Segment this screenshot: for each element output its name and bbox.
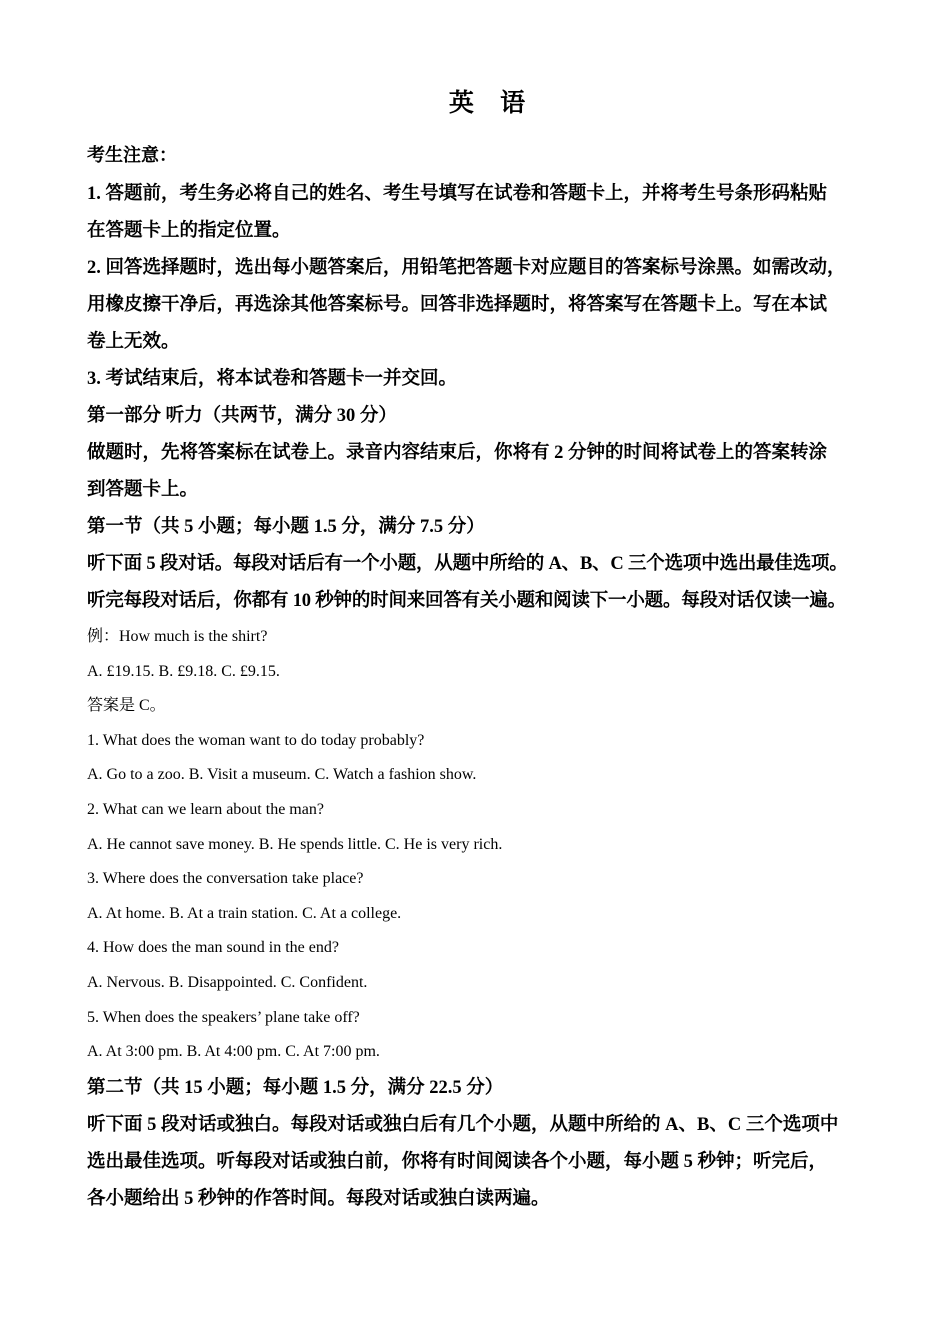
section2-heading: 第二节（共 15 小题；每小题 1.5 分，满分 22.5 分） [87,1077,504,1098]
question-5-options: A. At 3:00 pm. B. At 4:00 pm. C. At 7:00 pm. [87,1043,380,1061]
section2-instruction-line: 选出最佳选项。听每段对话或独白前，你将有时间阅读各个小题，每小题 5 秒钟；听完后， [87,1151,828,1172]
question-5: 5. When does the speakers’ plane take off? [87,1008,360,1026]
notice-item-1 [87,176,887,250]
section1-heading: 第一节（共 5 小题；每小题 1.5 分，满分 7.5 分） [87,517,485,537]
section1-instruction-line: 听完每段对话后，你都有 10 秒钟的时间来回答有关小题和阅读下一小题。每段对话仅读一遍。 [87,591,846,611]
notice-line: 1. 答题前，考生务必将自己的姓名、考生号填写在试卷和答题卡上，并将考生号条形码粘贴 [87,184,828,204]
question-3-options: A. At home. B. At a train station. C. At a college. [87,904,402,922]
question-4: 4. How does the man sound in the end? [87,939,339,957]
question-1-options: A. Go to a zoo. B. Visit a museum. C. Watch a fashion show. [87,766,477,784]
question-4-options: A. Nervous. B. Disappointed. C. Confident. [87,973,368,991]
example-answer: 答案是 C。 [87,697,166,715]
part1-instruction-line: 到答题卡上。 [87,480,199,500]
part1-heading: 第一部分 听力（共两节，满分 30 分） [87,406,397,426]
question-2-options: A. He cannot save money. B. He spends little. C. He is very rich. [87,835,503,853]
example-options: A. £19.15. B. £9.18. C. £9.15. [87,662,280,680]
exam-page [87,84,887,1218]
page-title: 英 语 [448,90,536,117]
notice-item-2 [87,250,887,361]
notice-line: 卷上无效。 [87,332,180,352]
part1-instruction-line: 做题时，先将答案标在试卷上。录音内容结束后，你将有 2 分钟的时间将试卷上的答案转涂 [87,443,828,463]
section2-instruction-line: 各小题给出 5 秒钟的作答时间。每段对话或独白读两遍。 [87,1188,550,1209]
notice-line: 用橡皮擦干净后，再选涂其他答案标号。回答非选择题时，将答案写在答题卡上。写在本试 [87,295,828,315]
example-question: 例：How much is the shirt? [87,628,268,645]
question-3: 3. Where does the conversation take place? [87,870,364,888]
notice-heading: 考生注意： [87,145,177,165]
section2-instruction-line: 听下面 5 段对话或独白。每段对话或独白后有几个小题，从题中所给的 A、B、C 三个选项中 [87,1114,839,1135]
notice-line: 3. 考试结束后，将本试卷和答题卡一并交回。 [87,369,458,389]
notice-item-3 [87,361,887,398]
question-1: 1. What does the woman want to do today probably? [87,731,425,749]
question-2: 2. What can we learn about the man? [87,800,324,818]
notice-line: 2. 回答选择题时，选出每小题答案后，用铅笔把答题卡对应题目的答案标号涂黑。如需改动， [87,258,846,278]
notice-line: 在答题卡上的指定位置。 [87,221,291,241]
section1-instruction-line: 听下面 5 段对话。每段对话后有一个小题，从题中所给的 A、B、C 三个选项中选出最佳选项。 [87,554,848,574]
